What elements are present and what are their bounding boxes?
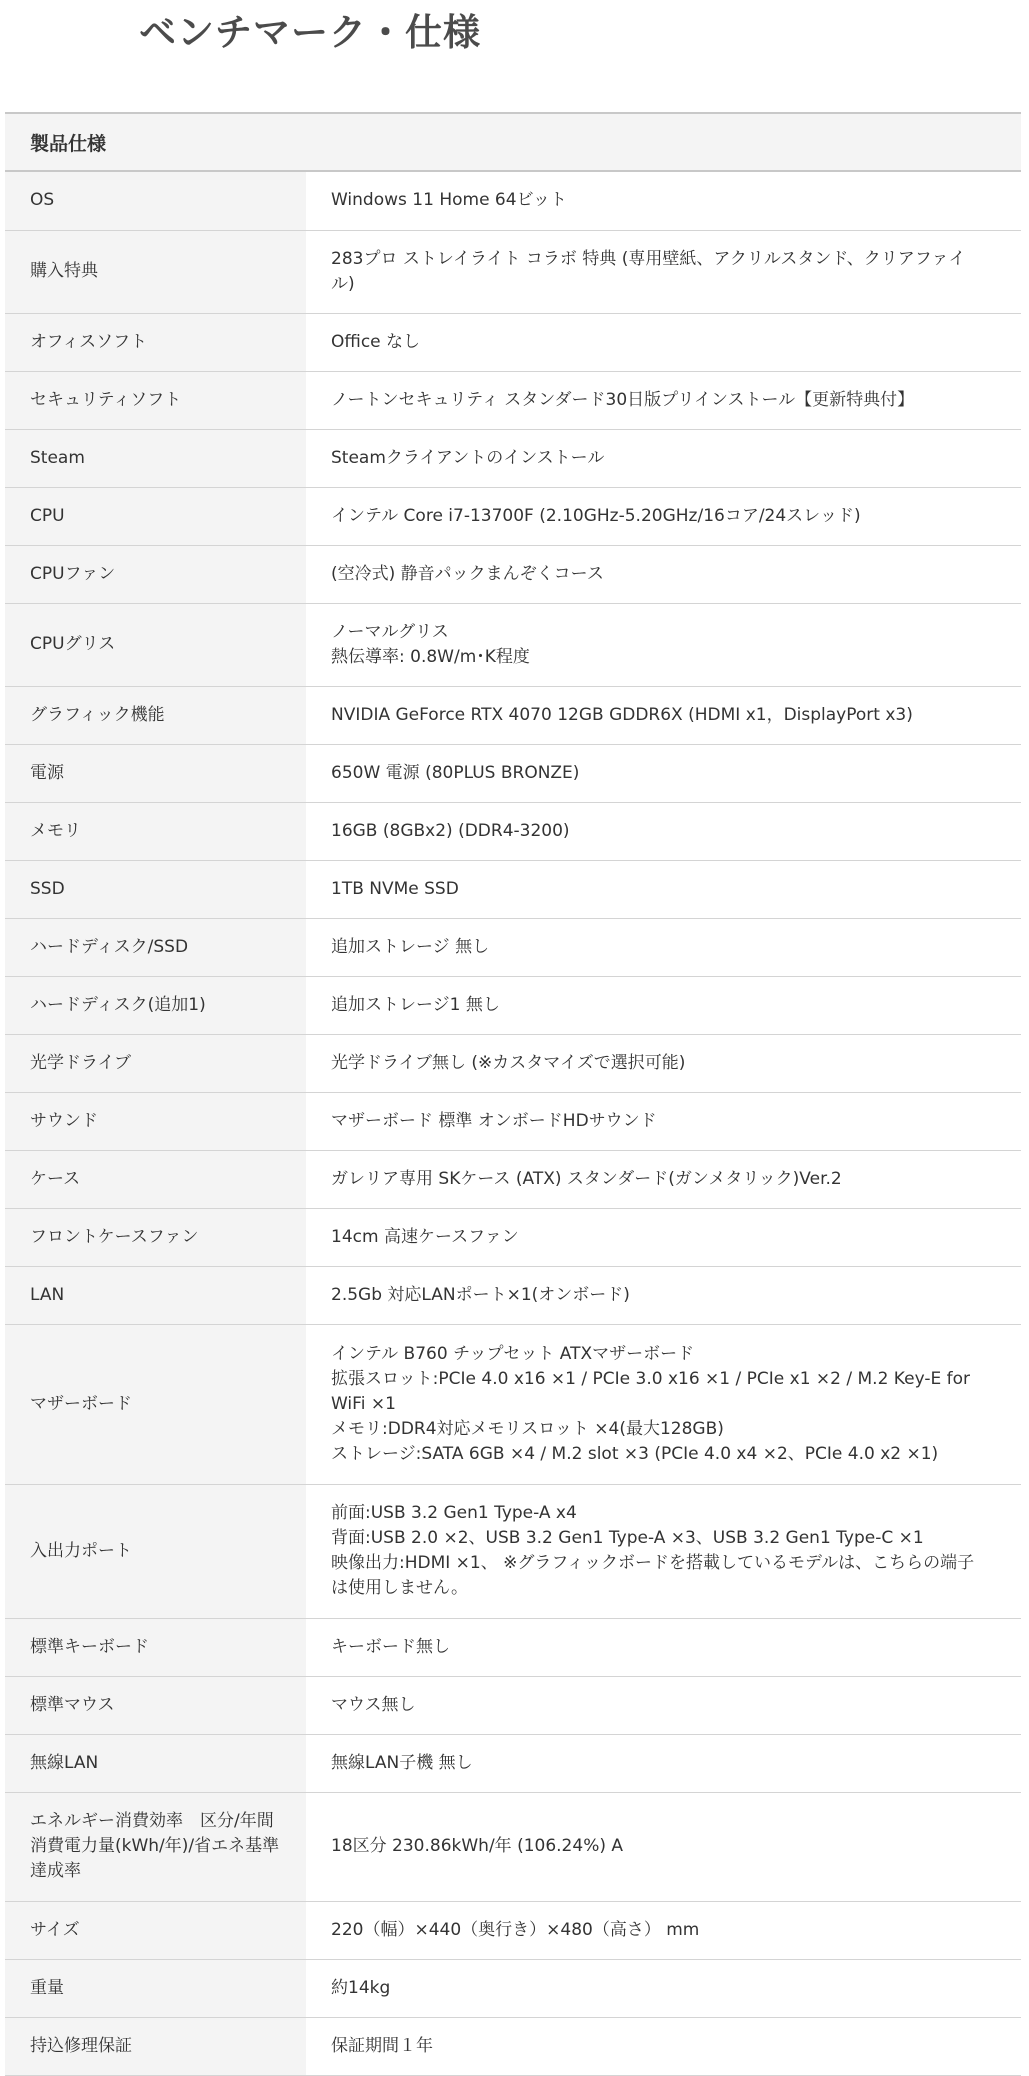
spec-label: ハードディスク/SSD — [5, 918, 306, 976]
spec-value-line: ノーマルグリス — [331, 621, 449, 642]
spec-value-line: ガレリア専用 SKケース (ATX) スタンダード(ガンメタリック)Ver.2 — [331, 1168, 842, 1189]
spec-value — [306, 1618, 1021, 1676]
spec-value — [306, 172, 1021, 230]
spec-value-line: Steamクライアントのインストール — [331, 447, 605, 468]
spec-label: グラフィック機能 — [5, 686, 306, 744]
spec-row — [5, 1618, 1021, 1676]
spec-label: 入出力ポート — [5, 1484, 306, 1618]
spec-row — [5, 230, 1021, 313]
spec-value-line: 追加ストレージ 無し — [331, 936, 490, 957]
spec-table — [5, 112, 1021, 2076]
spec-row — [5, 1034, 1021, 1092]
spec-value-line: 映像出力:HDMI ×1、 ※グラフィックボードを搭載しているモデルは、こちらの端子は使用しません。 — [331, 1553, 975, 1598]
spec-row — [5, 487, 1021, 545]
spec-label: オフィスソフト — [5, 313, 306, 371]
spec-value — [306, 545, 1021, 603]
spec-value-line: 追加ストレージ1 無し — [331, 994, 500, 1015]
spec-label: LAN — [5, 1266, 306, 1324]
spec-value-line: 283プロ ストレイライト コラボ 特典 (専用壁紙、アクリルスタンド、クリアファイル) — [331, 248, 966, 294]
spec-value — [306, 1959, 1021, 2017]
spec-value — [306, 1324, 1021, 1484]
spec-label: サウンド — [5, 1092, 306, 1150]
spec-value-line: 背面:USB 2.0 ×2、USB 3.2 Gen1 Type-A ×3、USB 3.2 Gen1 Type-C ×1 — [331, 1528, 924, 1548]
spec-value-line: 拡張スロット:PCIe 4.0 x16 ×1 / PCIe 3.0 x16 ×1 / PCIe x1 ×2 / M.2 Key-E for WiFi ×1 — [331, 1368, 970, 1414]
spec-row — [5, 429, 1021, 487]
spec-label: 光学ドライブ — [5, 1034, 306, 1092]
spec-label: SSD — [5, 860, 306, 918]
spec-value-line: NVIDIA GeForce RTX 4070 12GB GDDR6X (HDMI x1，DisplayPort x3) — [331, 704, 913, 725]
spec-value — [306, 1034, 1021, 1092]
spec-value-line: 熱伝導率: 0.8W/m･K程度 — [331, 646, 530, 667]
spec-value — [306, 1901, 1021, 1959]
spec-value — [306, 603, 1021, 686]
spec-row — [5, 744, 1021, 802]
spec-row — [5, 1208, 1021, 1266]
spec-value-line: (空冷式) 静音パックまんぞくコース — [331, 563, 604, 584]
spec-row — [5, 918, 1021, 976]
spec-row — [5, 1901, 1021, 1959]
spec-table-heading: 製品仕様 — [5, 112, 1021, 172]
spec-label: マザーボード — [5, 1324, 306, 1484]
spec-value-line: インテル B760 チップセット ATXマザーボード — [331, 1343, 695, 1364]
spec-value — [306, 2017, 1021, 2075]
spec-value-line: 14cm 高速ケースファン — [331, 1226, 519, 1247]
spec-row — [5, 603, 1021, 686]
page-title: ベンチマーク・仕様 — [139, 11, 481, 54]
spec-row — [5, 802, 1021, 860]
spec-label: 持込修理保証 — [5, 2017, 306, 2075]
spec-value-line: 18区分 230.86kWh/年 (106.24%) A — [331, 1836, 624, 1856]
spec-value-line: 1TB NVMe SSD — [331, 878, 459, 899]
spec-row — [5, 1959, 1021, 2017]
spec-label: サイズ — [5, 1901, 306, 1959]
spec-value — [306, 1150, 1021, 1208]
spec-value — [306, 860, 1021, 918]
spec-value — [306, 802, 1021, 860]
spec-row — [5, 1792, 1021, 1901]
spec-value — [306, 976, 1021, 1034]
spec-value-line: ストレージ:SATA 6GB ×4 / M.2 slot ×3 (PCIe 4.0 x4 ×2、PCIe 4.0 x2 ×1) — [331, 1443, 939, 1464]
spec-value-line: マウス無し — [331, 1694, 416, 1715]
spec-label: 購入特典 — [5, 230, 306, 313]
spec-value — [306, 686, 1021, 744]
spec-label: 無線LAN — [5, 1734, 306, 1792]
spec-label: メモリ — [5, 802, 306, 860]
spec-label: セキュリティソフト — [5, 371, 306, 429]
spec-value — [306, 1484, 1021, 1618]
spec-value-line: 保証期間１年 — [331, 2035, 433, 2056]
spec-value-line: マザーボード 標準 オンボードHDサウンド — [331, 1110, 657, 1131]
spec-label: CPUグリス — [5, 603, 306, 686]
spec-row — [5, 686, 1021, 744]
spec-row — [5, 1676, 1021, 1734]
spec-row — [5, 1092, 1021, 1150]
spec-value-line: Windows 11 Home 64ビット — [331, 190, 567, 211]
spec-row — [5, 371, 1021, 429]
spec-label: フロントケースファン — [5, 1208, 306, 1266]
spec-value-line: 2.5Gb 対応LANポート×1(オンボード) — [331, 1284, 630, 1305]
spec-value — [306, 487, 1021, 545]
spec-value — [306, 313, 1021, 371]
spec-value-line: 光学ドライブ無し (※カスタマイズで選択可能) — [331, 1052, 686, 1073]
spec-label: CPUファン — [5, 545, 306, 603]
spec-value — [306, 429, 1021, 487]
spec-value-line: 無線LAN子機 無し — [331, 1752, 473, 1773]
spec-label: 標準キーボード — [5, 1618, 306, 1676]
spec-label: ハードディスク(追加1) — [5, 976, 306, 1034]
spec-value — [306, 1792, 1021, 1901]
spec-label: 標準マウス — [5, 1676, 306, 1734]
spec-value — [306, 371, 1021, 429]
spec-row — [5, 313, 1021, 371]
spec-label: OS — [5, 172, 306, 230]
spec-value-line: キーボード無し — [331, 1636, 450, 1657]
spec-value-line: 16GB (8GBx2) (DDR4-3200) — [331, 820, 570, 841]
spec-value-line: ノートンセキュリティ スタンダード30日版プリインストール【更新特典付】 — [331, 389, 915, 410]
spec-value — [306, 1266, 1021, 1324]
spec-value-line: Office なし — [331, 331, 421, 352]
spec-value-line: 前面:USB 3.2 Gen1 Type-A x4 — [331, 1503, 577, 1523]
spec-row — [5, 1324, 1021, 1484]
spec-row — [5, 1734, 1021, 1792]
spec-row — [5, 545, 1021, 603]
spec-value — [306, 1208, 1021, 1266]
spec-value-line: 220（幅）×440（奥行き）×480（高さ） mm — [331, 1919, 700, 1940]
spec-row — [5, 2017, 1021, 2075]
spec-value — [306, 744, 1021, 802]
spec-value-line: 約14kg — [331, 1977, 391, 1998]
spec-value-line: メモリ:DDR4対応メモリスロット ×4(最大128GB) — [331, 1418, 724, 1439]
spec-label: Steam — [5, 429, 306, 487]
spec-table-body — [5, 172, 1021, 2075]
spec-label: エネルギー消費効率 区分/年間消費電力量(kWh/年)/省エネ基準達成率 — [5, 1792, 306, 1901]
spec-row — [5, 976, 1021, 1034]
spec-label: 重量 — [5, 1959, 306, 2017]
spec-value — [306, 918, 1021, 976]
spec-label: 電源 — [5, 744, 306, 802]
spec-row — [5, 1266, 1021, 1324]
spec-value — [306, 1734, 1021, 1792]
spec-value-line: 650W 電源 (80PLUS BRONZE) — [331, 762, 580, 783]
spec-value-line: インテル Core i7-13700F (2.10GHz-5.20GHz/16コア/24スレッド) — [331, 505, 861, 526]
spec-value — [306, 1092, 1021, 1150]
spec-row — [5, 172, 1021, 230]
spec-row — [5, 1484, 1021, 1618]
spec-label: CPU — [5, 487, 306, 545]
spec-row — [5, 860, 1021, 918]
spec-value — [306, 230, 1021, 313]
spec-row — [5, 1150, 1021, 1208]
spec-label: ケース — [5, 1150, 306, 1208]
spec-value — [306, 1676, 1021, 1734]
